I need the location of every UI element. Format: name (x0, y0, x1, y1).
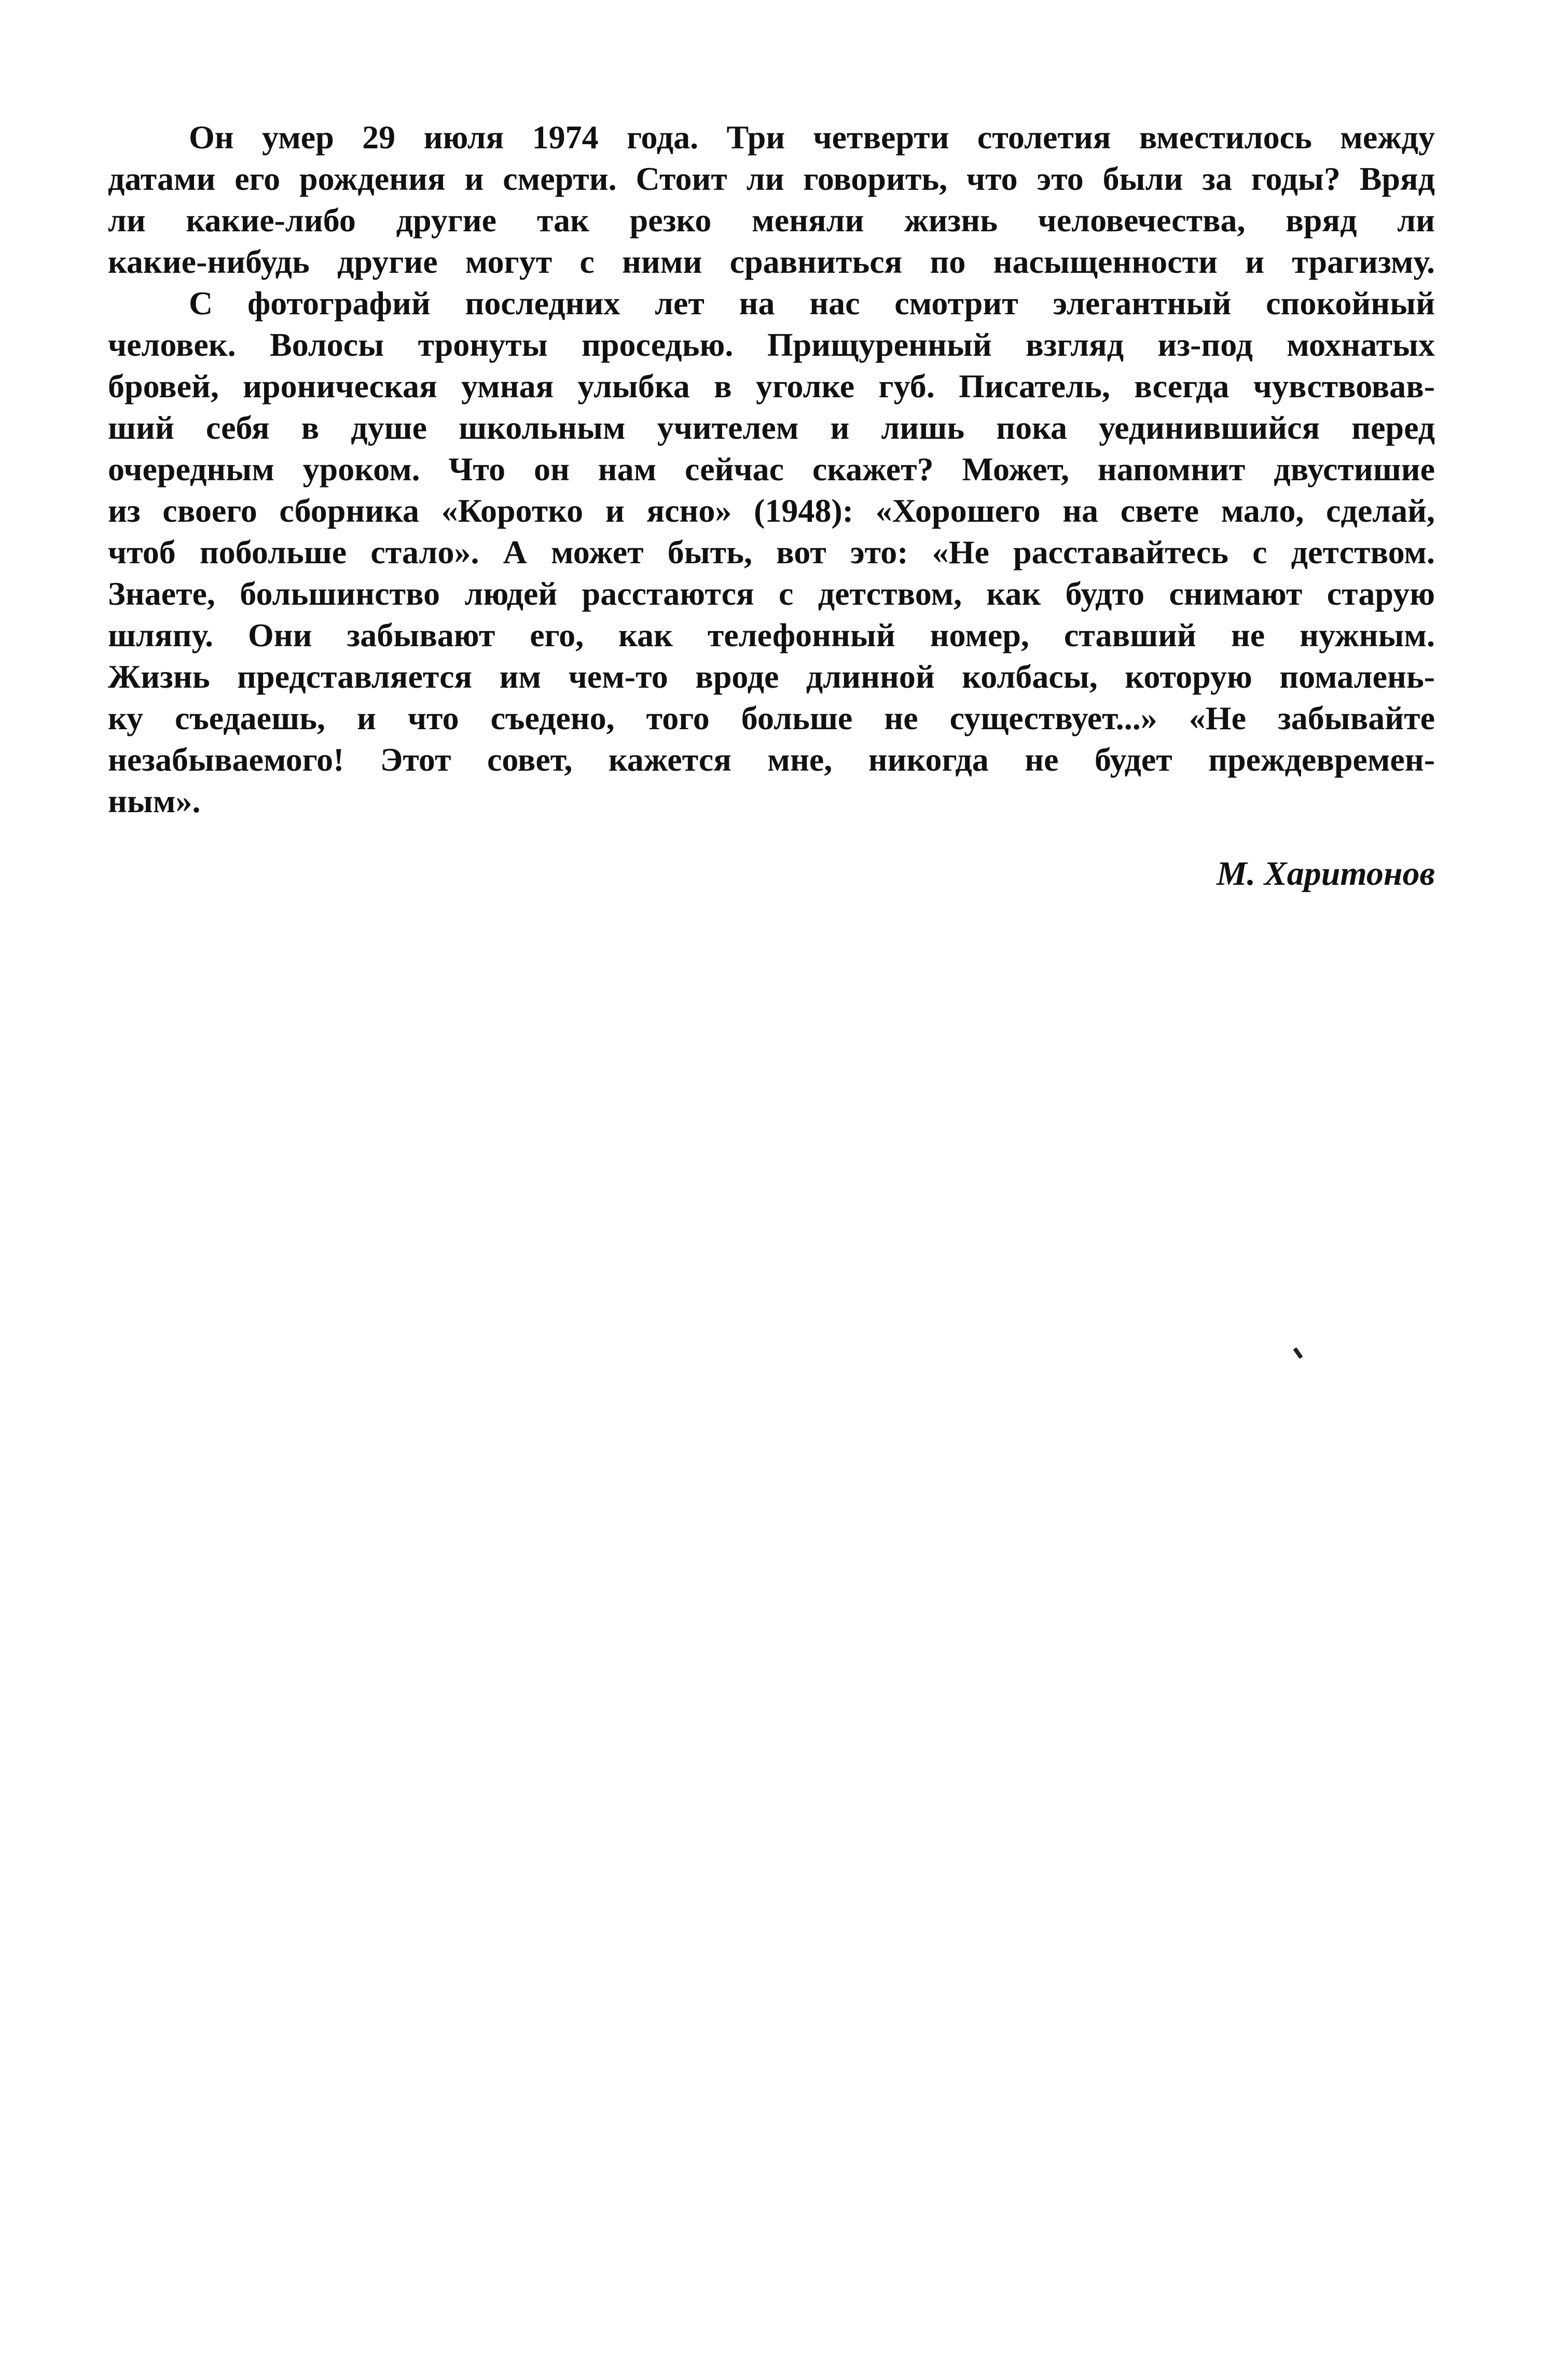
text-line: ший себя в душе школьным учителем и лишь пока уединившийся перед (108, 409, 1435, 446)
text-line: ку съедаешь, и что съедено, того больше не существует...» «Не забывайте (108, 700, 1435, 736)
text-line: ным». (108, 783, 201, 819)
body-text (108, 117, 1435, 822)
text-line: незабываемого! Этот совет, кажется мне, никогда не будет преждевремен- (108, 741, 1435, 778)
text-line: С фотографий последних лет на нас смотрит элегантный спокойный (189, 285, 1435, 322)
text-line: бровей, ироническая умная улыбка в уголке губ. Писатель, всегда чувствовав- (108, 368, 1435, 405)
text-line: шляпу. Они забывают его, как телефонный номер, ставший не нужным. (108, 617, 1435, 653)
text-line: Знаете, большинство людей расстаются с детством, как будто снимают старую (108, 575, 1435, 612)
text-line: ли какие-либо другие так резко меняли жизнь человечества, вряд ли (108, 202, 1435, 239)
stray-mark (1293, 1347, 1303, 1359)
text-line: чтоб побольше стало». А может быть, вот это: «Не расставайтесь с детством. (108, 534, 1435, 570)
author-signature: М. Харитонов (1216, 855, 1435, 893)
text-line: человек. Волосы тронуты проседью. Прищуренный взгляд из-под мохнатых (108, 326, 1435, 363)
text-line: какие-нибудь другие могут с ними сравниться по насыщенности и трагизму. (108, 243, 1435, 280)
text-line: из своего сборника «Коротко и ясно» (1948): «Хорошего на свете мало, сделай, (108, 492, 1435, 529)
text-line: датами его рождения и смерти. Стоит ли говорить, что это были за годы? Вряд (108, 160, 1435, 197)
text-line: Он умер 29 июля 1974 года. Три четверти столетия вместилось между (189, 119, 1435, 156)
text-line: очередным уроком. Что он нам сейчас скажет? Может, напомнит двустишие (108, 451, 1435, 488)
text-line: Жизнь представляется им чем-то вроде длинной колбасы, которую помалень- (108, 658, 1435, 695)
